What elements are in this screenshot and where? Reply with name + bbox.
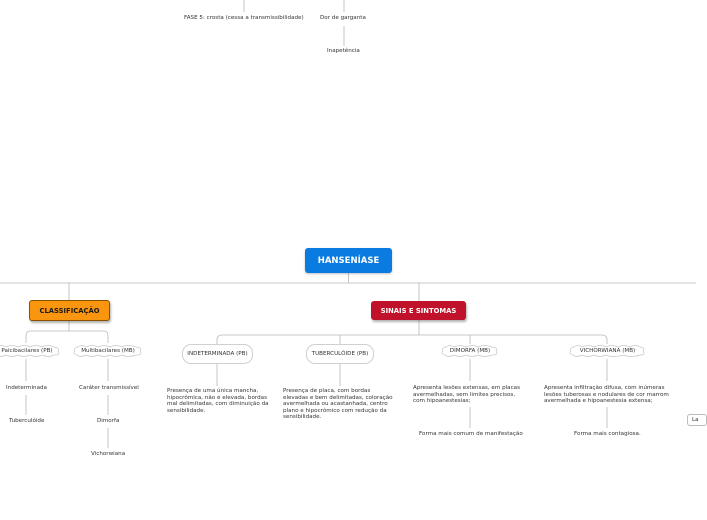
mb-item-dimorfa[interactable]: Dimorfa — [97, 418, 120, 424]
dor-garganta-node[interactable]: Dor de garganta — [320, 15, 366, 21]
mb-item-carater[interactable]: Caráter transmissível — [79, 385, 139, 391]
vichorwiana-note[interactable]: Forma mais contagiosa. — [574, 431, 641, 437]
offscreen-topic-label: La — [692, 417, 699, 423]
dimorfa-label: DIMORFA (MB) — [449, 348, 491, 354]
root-topic[interactable] — [305, 248, 392, 273]
offscreen-topic[interactable] — [687, 414, 707, 426]
indeterminada-topic[interactable] — [182, 344, 253, 364]
pb-item-tuberculoide[interactable]: Tuberculóide — [9, 418, 45, 424]
classificacao-topic[interactable] — [29, 300, 110, 321]
pb-item-indeterminada[interactable]: Indeterminada — [6, 385, 47, 391]
mb-label: Multibacilares (MB) — [81, 348, 135, 354]
pb-topic[interactable] — [0, 344, 62, 358]
tuberculoide-desc[interactable]: Presença de placa, com bordas elevadas e bem delimitadas, coloração avermelhada ou acastanhada, centro plano e hipocrômico com redução da sensibilidade. — [283, 388, 393, 421]
vichorwiana-desc[interactable]: Apresenta infiltração difusa, com inúmeras lesões tuberosas e nodulares de cor marrom avermelhada e hipoanestesia extensa; — [544, 385, 669, 405]
pb-label: Paicibacilares (PB) — [1, 348, 53, 354]
tuberculoide-topic[interactable] — [306, 344, 374, 364]
sinais-topic[interactable] — [371, 301, 466, 320]
vichorwiana-topic[interactable] — [568, 344, 647, 358]
indeterminada-desc[interactable]: Presença de uma única mancha, hipocrômica, não é elevada, bordas mal delimitadas, com diminuição da sensibilidade. — [167, 388, 269, 414]
mb-topic[interactable] — [72, 344, 144, 358]
dimorfa-desc[interactable]: Apresenta lesões extensas, em placas avermelhadas, sem limites precisos, com hipoanestesias; — [413, 385, 521, 405]
inapetencia-node[interactable]: Inapetência — [327, 48, 360, 54]
classificacao-label: CLASSIFICAÇÃO — [39, 306, 100, 315]
fase5-node[interactable]: FASE 5: crosta (cessa a transmissibilidade) — [184, 15, 304, 21]
tuberculoide-label: TUBERCULÓIDE (PB) — [311, 351, 369, 357]
indeterminada-label: INDETERMINADA (PB) — [187, 351, 248, 357]
dimorfa-topic[interactable] — [440, 344, 500, 358]
mb-item-vichorwiana[interactable]: Vichorwiana — [91, 451, 126, 457]
dimorfa-note[interactable]: Forma mais comum de manifestação — [419, 431, 523, 437]
root-label: HANSENÍASE — [317, 255, 380, 266]
sinais-label: SINAIS E SINTOMAS — [380, 306, 457, 315]
vichorwiana-label: VICHORWIANA (MB) — [579, 348, 636, 354]
